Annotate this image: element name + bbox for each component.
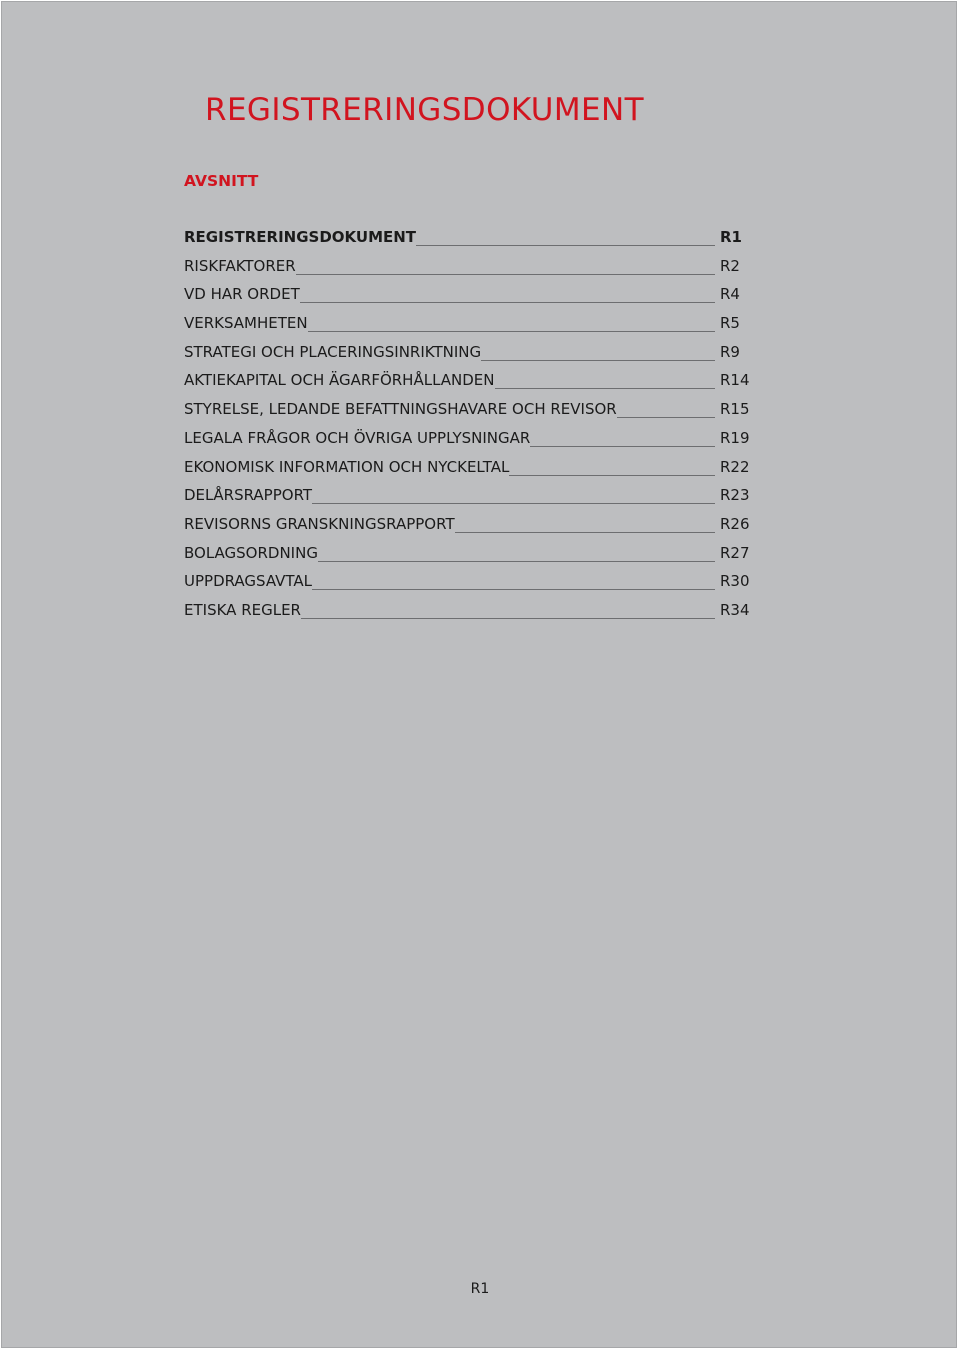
toc-leader-line	[296, 274, 715, 275]
toc-entry[interactable]	[184, 311, 754, 340]
toc-entry-page: R5	[720, 314, 740, 333]
document-title: REGISTRERINGSDOKUMENT	[205, 92, 644, 128]
toc-entry-label: REVISORNS GRANSKNINGSRAPPORT	[184, 514, 455, 533]
toc-entry-page: R9	[720, 342, 740, 361]
toc-leader-line	[312, 589, 715, 590]
toc-entry[interactable]	[184, 512, 754, 541]
toc-entry-page: R1	[720, 228, 742, 246]
toc-entry[interactable]	[184, 426, 754, 455]
toc-leader-line	[495, 388, 715, 389]
toc-entry[interactable]	[184, 340, 754, 369]
toc-leader-line	[301, 618, 715, 619]
toc-leader-line	[455, 532, 715, 533]
table-of-contents	[184, 225, 754, 627]
page-number: R1	[470, 1281, 490, 1297]
toc-entry-page: R23	[720, 486, 750, 505]
toc-entry-label: DELÅRSRAPPORT	[184, 486, 313, 505]
document-page	[1, 1, 957, 1348]
toc-entry[interactable]	[184, 254, 754, 283]
toc-leader-line	[481, 360, 715, 361]
toc-entry-label: LEGALA FRÅGOR OCH ÖVRIGA UPPLYSNINGAR	[184, 428, 531, 447]
toc-entry[interactable]	[184, 541, 754, 570]
toc-entry-page: R2	[720, 256, 740, 275]
toc-entry-label: UPPDRAGSAVTAL	[184, 572, 313, 591]
toc-entry-label: VD HAR ORDET	[184, 285, 300, 304]
toc-entry[interactable]	[184, 225, 754, 254]
toc-entry-label: VERKSAMHETEN	[184, 314, 308, 333]
toc-entry-label: BOLAGSORDNING	[184, 543, 318, 562]
toc-entry-label: RISKFAKTORER	[184, 256, 296, 275]
toc-leader-line	[509, 475, 715, 476]
toc-leader-line	[308, 331, 715, 332]
toc-entry[interactable]	[184, 397, 754, 426]
toc-leader-line	[300, 302, 715, 303]
toc-entry-label: REGISTRERINGSDOKUMENT	[184, 228, 417, 246]
toc-leader-line	[416, 245, 715, 246]
section-heading: AVSNITT	[184, 172, 259, 190]
toc-entry[interactable]	[184, 368, 754, 397]
toc-entry-label: STYRELSE, LEDANDE BEFATTNINGSHAVARE OCH REVISOR	[184, 400, 617, 419]
toc-entry-page: R22	[720, 457, 750, 476]
toc-leader-line	[318, 561, 715, 562]
toc-entry[interactable]	[184, 282, 754, 311]
toc-leader-line	[617, 417, 715, 418]
toc-entry-page: R19	[720, 428, 750, 447]
toc-entry-page: R34	[720, 600, 750, 619]
toc-entry-label: STRATEGI OCH PLACERINGSINRIKTNING	[184, 342, 482, 361]
toc-entry[interactable]	[184, 598, 754, 627]
toc-entry[interactable]	[184, 569, 754, 598]
toc-entry-page: R15	[720, 400, 750, 419]
toc-leader-line	[312, 503, 715, 504]
toc-entry-label: AKTIEKAPITAL OCH ÄGARFÖRHÅLLANDEN	[184, 371, 495, 390]
toc-entry-label: ETISKA REGLER	[184, 600, 301, 619]
toc-entry-page: R26	[720, 514, 750, 533]
toc-entry-page: R30	[720, 572, 750, 591]
toc-entry-page: R4	[720, 285, 740, 304]
toc-entry[interactable]	[184, 483, 754, 512]
toc-entry-page: R14	[720, 371, 750, 390]
toc-entry[interactable]	[184, 455, 754, 484]
toc-leader-line	[530, 446, 715, 447]
toc-entry-label: EKONOMISK INFORMATION OCH NYCKELTAL	[184, 457, 510, 476]
toc-entry-page: R27	[720, 543, 750, 562]
